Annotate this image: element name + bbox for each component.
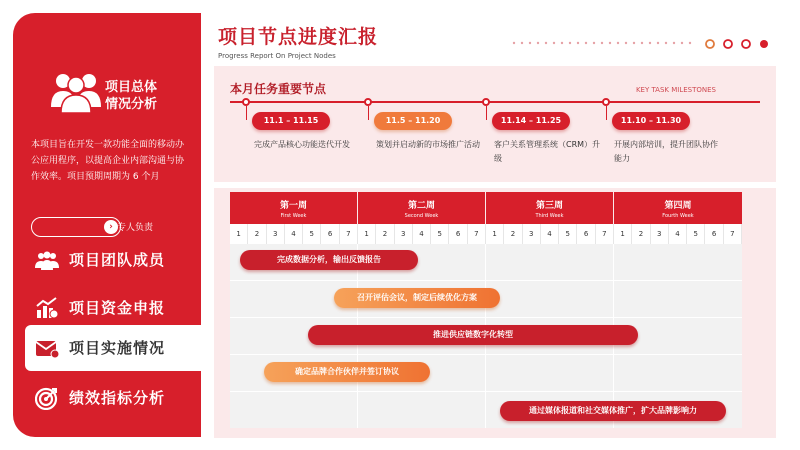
day-number: 5 bbox=[303, 224, 321, 244]
page-subtitle: Progress Report On Project Nodes bbox=[218, 52, 336, 60]
milestone-dot bbox=[602, 98, 610, 106]
week-header bbox=[358, 192, 485, 224]
week-title-en: Third Week bbox=[535, 213, 564, 219]
day-number: 4 bbox=[413, 224, 431, 244]
day-number: 1 bbox=[230, 224, 248, 244]
responsible-toggle[interactable] bbox=[31, 217, 121, 237]
milestones-title: 本月任务重要节点 bbox=[230, 82, 327, 96]
nav-item-team[interactable] bbox=[13, 237, 201, 283]
day-number: 7 bbox=[340, 224, 358, 244]
milestones-title-en: KEY TASK MILESTONES bbox=[635, 86, 716, 94]
day-number: 4 bbox=[541, 224, 559, 244]
nav-item-performance[interactable] bbox=[13, 375, 201, 421]
day-number: 6 bbox=[577, 224, 595, 244]
day-number: 2 bbox=[504, 224, 522, 244]
nav-label-team: 项目团队成员 bbox=[69, 251, 166, 269]
sidebar-header bbox=[13, 65, 201, 125]
sidebar-title-line1: 项目总体 bbox=[105, 80, 158, 95]
week-title: 第四周 bbox=[664, 201, 692, 211]
grid-divider bbox=[230, 280, 742, 281]
day-number: 1 bbox=[614, 224, 632, 244]
day-number: 7 bbox=[596, 224, 614, 244]
sidebar-title-line2: 情况分析 bbox=[105, 97, 158, 112]
gantt-task-bar[interactable]: 通过媒体报道和社交媒体推广，扩大品牌影响力 bbox=[500, 401, 726, 421]
team-icon bbox=[35, 248, 59, 272]
gantt-task-bar[interactable]: 推进供应链数字化转型 bbox=[308, 325, 638, 345]
gantt-task-bar[interactable]: 召开评估会议，制定后续优化方案 bbox=[334, 288, 500, 308]
milestone-item bbox=[244, 96, 364, 176]
toggle-label: 专人负责 bbox=[117, 223, 154, 233]
day-number: 7 bbox=[468, 224, 486, 244]
milestone-dot bbox=[482, 98, 490, 106]
decorative-dotted-line bbox=[510, 40, 710, 46]
milestone-text: 开展内部培训，提升团队协作能力 bbox=[614, 140, 718, 163]
gantt-task-bar[interactable]: 完成数据分析，输出反馈报告 bbox=[240, 250, 418, 270]
nav-item-implementation[interactable] bbox=[25, 325, 201, 371]
day-number: 7 bbox=[724, 224, 742, 244]
nav-label-implementation: 项目实施情况 bbox=[69, 339, 166, 357]
sidebar bbox=[13, 13, 201, 437]
day-number: 4 bbox=[669, 224, 687, 244]
project-description: 本项目旨在开发一款功能全面的移动办公应用程序，以提高企业内部沟通与协作效率。项目预期周期为 6 个月 bbox=[31, 140, 185, 182]
milestones-panel bbox=[214, 66, 776, 182]
milestone-text: 完成产品核心功能迭代开发 bbox=[254, 140, 350, 149]
week-header bbox=[614, 192, 742, 224]
decorative-circles bbox=[704, 38, 774, 50]
milestone-item bbox=[366, 96, 486, 176]
day-number: 6 bbox=[449, 224, 467, 244]
nav-label-funds: 项目资金申报 bbox=[69, 299, 166, 317]
milestone-item bbox=[484, 96, 604, 176]
group-people-icon bbox=[49, 69, 103, 113]
milestone-connector bbox=[246, 106, 247, 120]
mail-icon bbox=[35, 336, 59, 360]
day-number: 2 bbox=[376, 224, 394, 244]
milestone-date: 11.1 – 11.15 bbox=[252, 112, 330, 130]
day-number: 5 bbox=[431, 224, 449, 244]
day-number: 4 bbox=[285, 224, 303, 244]
week-title-en: First Week bbox=[280, 213, 307, 219]
page-title: 项目节点进度汇报 bbox=[218, 26, 379, 48]
day-number: 5 bbox=[559, 224, 577, 244]
week-header bbox=[486, 192, 613, 224]
target-icon bbox=[35, 386, 59, 410]
grid-divider bbox=[230, 391, 742, 392]
gantt-panel bbox=[214, 188, 776, 438]
milestone-text: 策划并启动新的市场推广活动 bbox=[376, 140, 480, 149]
day-number: 2 bbox=[248, 224, 266, 244]
grid-divider bbox=[230, 317, 742, 318]
gantt-chart bbox=[230, 192, 742, 428]
gantt-grid bbox=[230, 244, 742, 428]
day-number: 5 bbox=[687, 224, 705, 244]
day-number: 3 bbox=[395, 224, 413, 244]
week-header bbox=[230, 192, 357, 224]
day-number: 6 bbox=[705, 224, 723, 244]
week-title-en: Second Week bbox=[404, 213, 439, 219]
day-number: 3 bbox=[523, 224, 541, 244]
milestone-connector bbox=[486, 106, 487, 120]
milestone-text: 客户关系管理系统（CRM）升级 bbox=[494, 140, 601, 163]
grid-divider bbox=[230, 354, 742, 355]
week-title: 第二周 bbox=[407, 201, 435, 211]
milestone-dot bbox=[242, 98, 250, 106]
day-number: 6 bbox=[321, 224, 339, 244]
milestone-connector bbox=[606, 106, 607, 120]
milestone-date: 11.10 – 11.30 bbox=[612, 112, 690, 130]
week-title-en: Fourth Week bbox=[662, 213, 694, 219]
day-number: 2 bbox=[632, 224, 650, 244]
day-number: 3 bbox=[651, 224, 669, 244]
day-number-row bbox=[230, 224, 742, 244]
sidebar-header-title bbox=[105, 79, 157, 113]
toggle-arrow-icon: › bbox=[104, 220, 118, 234]
milestone-date: 11.14 – 11.25 bbox=[492, 112, 570, 130]
day-number: 1 bbox=[486, 224, 504, 244]
week-title: 第一周 bbox=[279, 201, 307, 211]
milestone-item bbox=[604, 96, 724, 176]
funds-chart-icon bbox=[35, 296, 59, 320]
milestone-date: 11.5 – 11.20 bbox=[374, 112, 452, 130]
day-number: 1 bbox=[358, 224, 376, 244]
milestone-dot bbox=[364, 98, 372, 106]
week-title: 第三周 bbox=[535, 201, 563, 211]
day-number: 3 bbox=[267, 224, 285, 244]
gantt-task-bar[interactable]: 确定品牌合作伙伴并签订协议 bbox=[264, 362, 430, 382]
milestone-connector bbox=[368, 106, 369, 120]
nav-label-performance: 绩效指标分析 bbox=[69, 389, 166, 407]
